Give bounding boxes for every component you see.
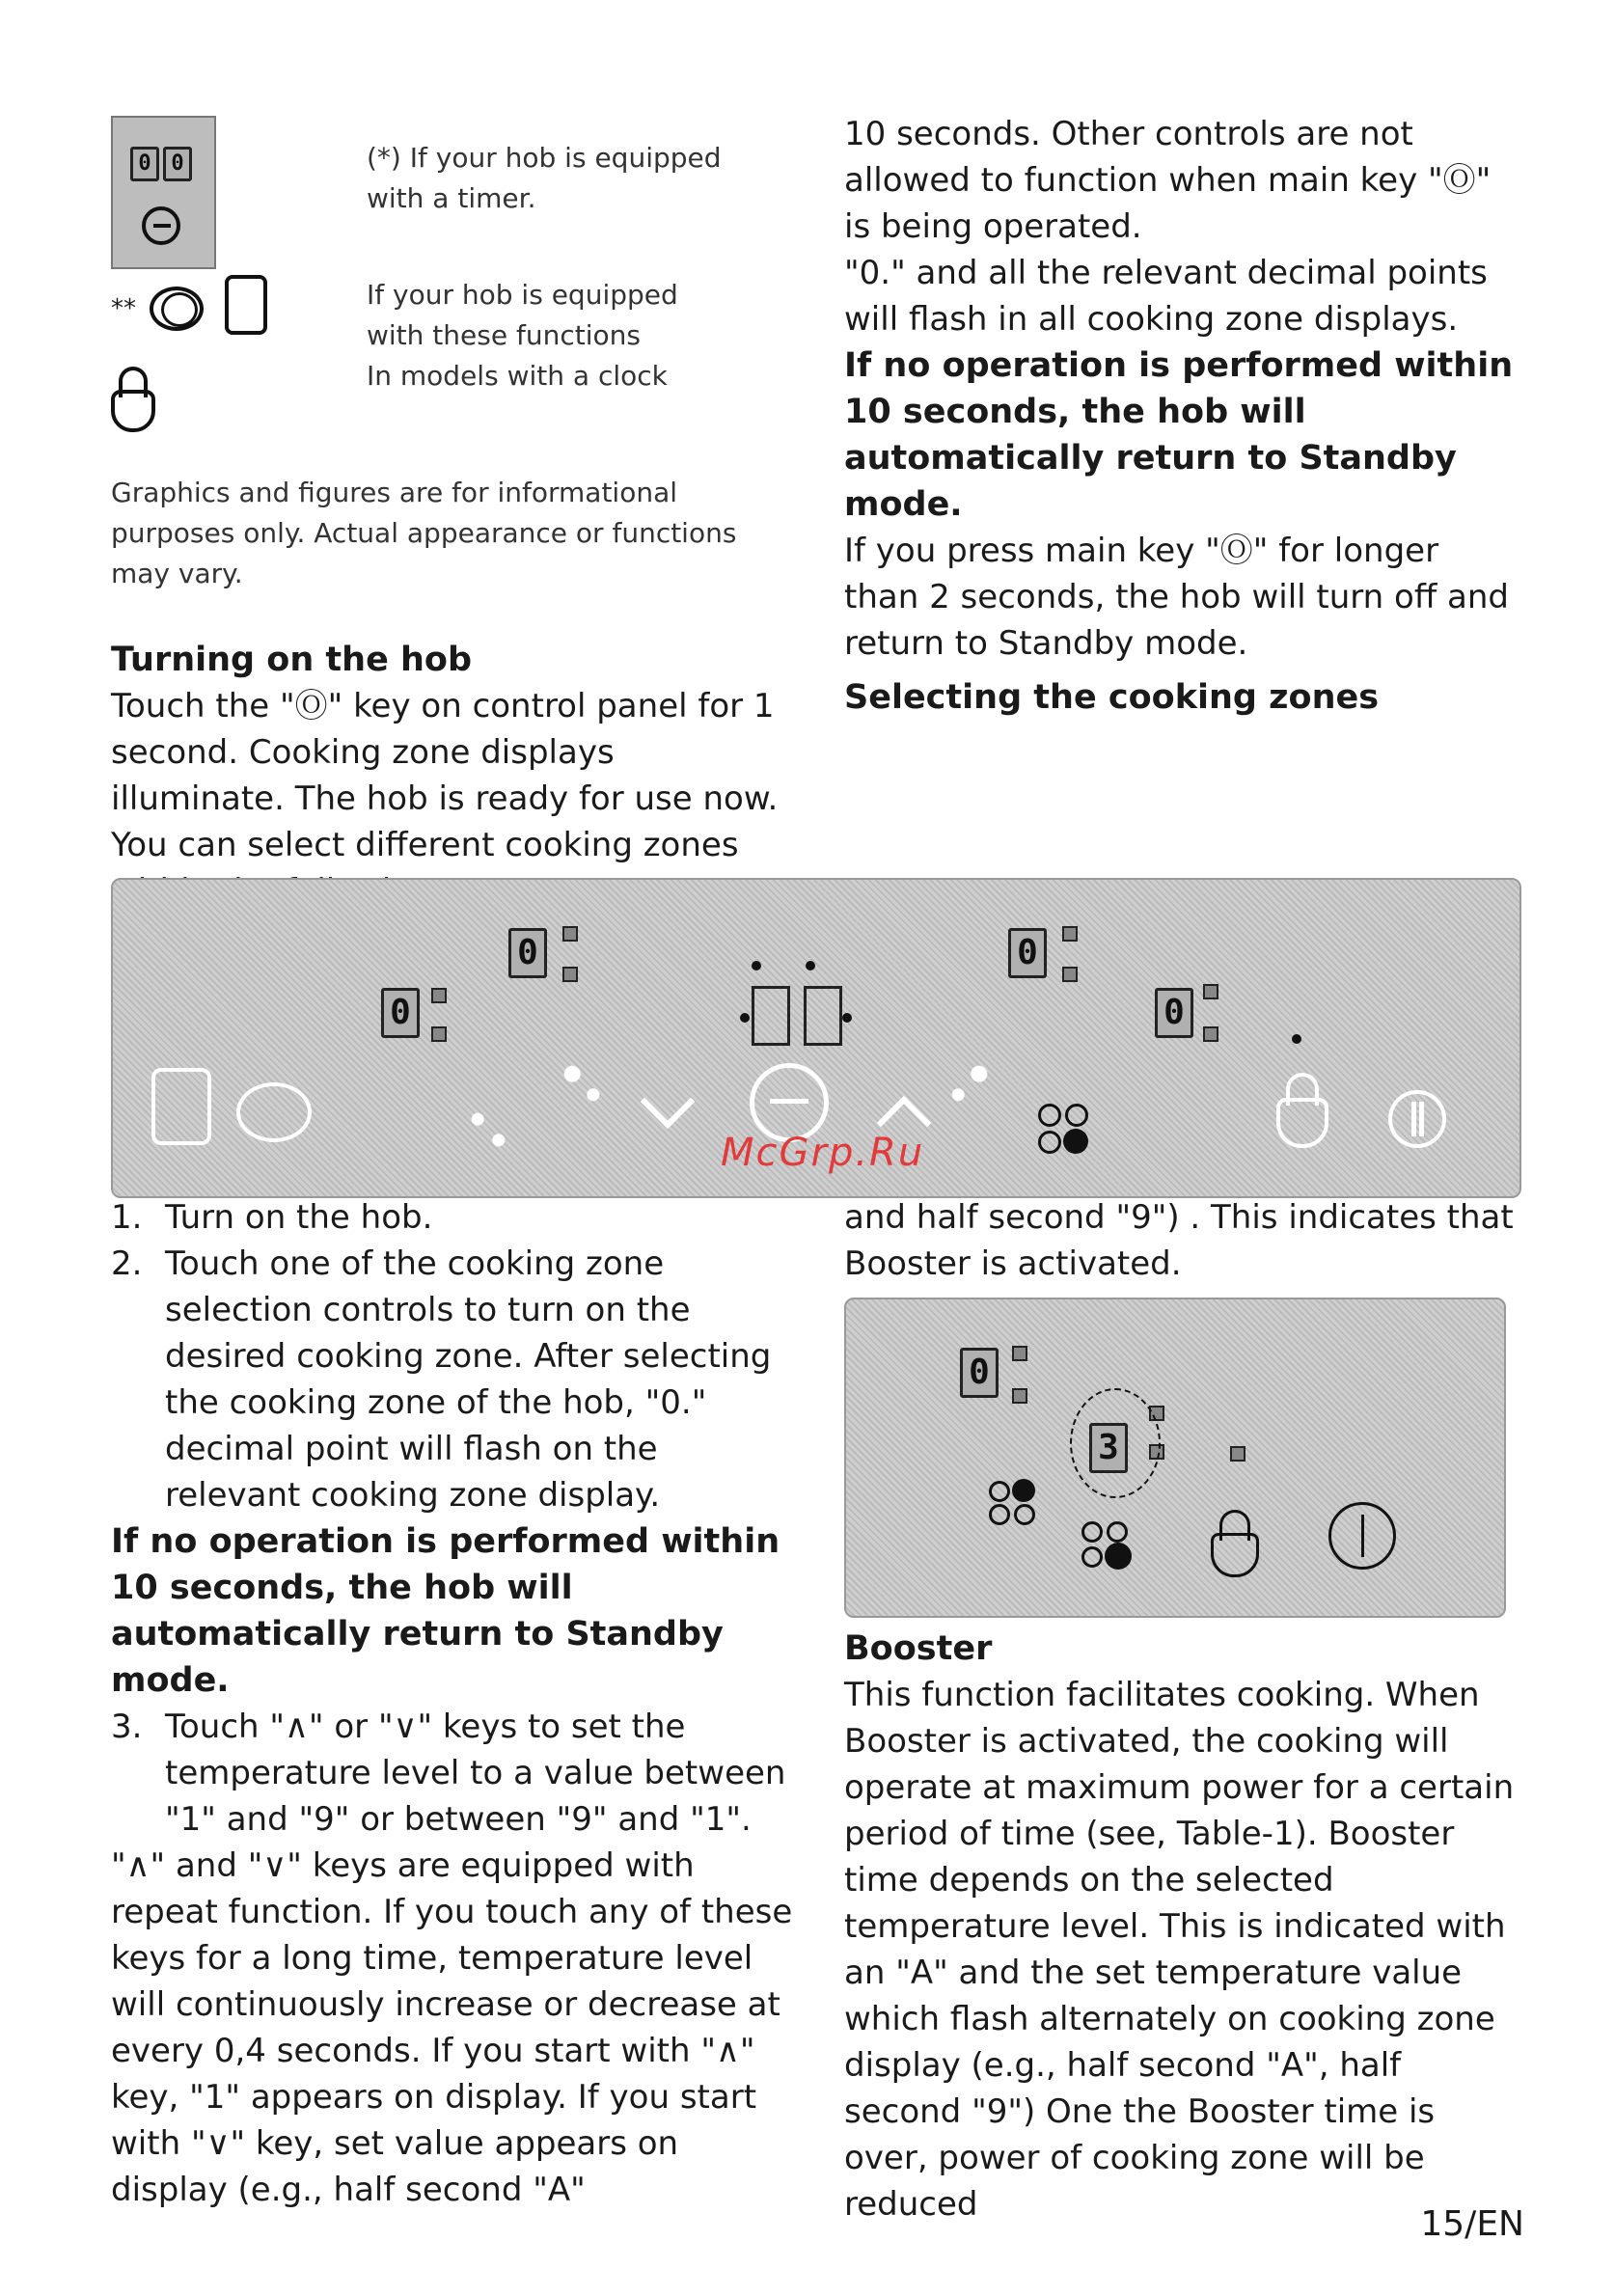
page-number: 15/EN: [1420, 2204, 1524, 2244]
zone-select-button-a: [989, 1481, 1037, 1529]
turning-on-heading: Turning on the hob: [111, 641, 473, 679]
flash-rays: [1070, 1388, 1161, 1498]
zone-select-button-1[interactable]: [462, 1104, 514, 1156]
step-2: 2. Touch one of the cooking zone selection controls to turn on the desired cooking zone. After selecting the cooking zone of the hob, "0." decimal point will flash on the relevant cooking zone display.: [111, 1244, 772, 1515]
booster-panel-illustration: [844, 1298, 1506, 1618]
zone-select-button-4[interactable]: [1036, 1104, 1092, 1160]
right-bottom-column: [844, 1194, 1524, 1287]
booster-display-2: 3: [1089, 1423, 1128, 1473]
timer-note: (*) If your hob is equipped with a timer.: [367, 142, 722, 214]
steps-column: [111, 1194, 801, 2213]
step-1: 1. Turn on the hob.: [111, 1198, 433, 1237]
zone-select-button-b: [1081, 1521, 1134, 1573]
graphics-note: Graphics and figures are for informational purposes only. Actual appearance or functions may vary.: [111, 477, 737, 589]
right-warning: If no operation is performed within 10 seconds, the hob will automatically return to Standby mode.: [844, 346, 1514, 524]
zone-select-button-2[interactable]: [557, 1058, 609, 1110]
steps-warning: If no operation is performed within 10 seconds, the hob will automatically return to Standby mode.: [111, 1522, 780, 1700]
booster-lock-icon: [1211, 1510, 1261, 1579]
down-key[interactable]: [641, 1075, 696, 1130]
clock-icon: [142, 206, 180, 245]
dual-zone-inner-icon: [161, 292, 198, 327]
right-p2: "0." and all the relevant decimal points will flash in all cooking zone displays.: [844, 254, 1488, 339]
zone-select-button-3[interactable]: [943, 1058, 995, 1110]
functions-icons: [111, 275, 280, 342]
lock-key[interactable]: [1276, 1073, 1332, 1150]
turning-on-body: Touch the "Ⓞ" key on control panel for 1 second. Cooking zone displays illuminate. The hob is ready for use now. You can select different cooking zones: [111, 687, 779, 864]
turning-on-section: [111, 637, 796, 915]
booster-body: This function facilitates cooking. When Booster is activated, the cooking will operate at maximum power for a certain period of time (see, Table-1). Booster time depends on the selected temperature level. This is indicated with an "A" and the set temperature value which flash alternately on cooking zone display (e.g., half second "A", half second "9") One the Booster time is over, power of cooking zone will be reduced: [844, 1676, 1515, 2224]
booster-section: [844, 1626, 1524, 2228]
booster-display-1: 0: [960, 1348, 999, 1398]
lock-icon: [111, 367, 159, 434]
booster-power-icon: [1328, 1502, 1396, 1570]
right-p1: 10 seconds. Other controls are not allowed to function when main key "Ⓞ" is being operated.: [844, 115, 1492, 246]
zone-bridge-button[interactable]: [151, 1068, 211, 1145]
control-panel-illustration: [111, 878, 1521, 1198]
booster-heading: Booster: [844, 1629, 993, 1668]
functions-note-2: with these functions: [367, 319, 641, 351]
markers: **: [111, 294, 136, 323]
watermark: McGrp.Ru: [721, 1131, 925, 1175]
zone-display-3: 0: [1008, 928, 1047, 978]
step-3: 3. Touch "∧" or "∨" keys to set the temperature level to a value between "1" and "9" or between "9" and "1".: [111, 1708, 786, 1839]
zone-display-1: 0: [381, 988, 420, 1038]
booster-continued: and half second "9") . This indicates that Booster is activated.: [844, 1198, 1514, 1283]
repeat-function-text: "∧" and "∨" keys are equipped with repeat function. If you touch any of these keys for a long time, temperature level will continuously increase or decrease at every 0,4 seconds. If you start with "∧" key, "1" appears on display. If you start with "∨" key, set value appears on display (e.g., half second "A": [111, 1846, 793, 2209]
power-key[interactable]: [1388, 1090, 1446, 1148]
dual-zone-button[interactable]: [236, 1082, 312, 1142]
functions-note-1: If your hob is equipped: [367, 279, 678, 311]
right-top-column: [844, 111, 1519, 721]
right-p3: If you press main key "Ⓞ" for longer than 2 seconds, the hob will turn off and return to Standby mode.: [844, 532, 1510, 663]
timer-digit-right: 0: [163, 147, 192, 181]
functions-notes: [367, 275, 772, 396]
clock-note: In models with a clock: [367, 360, 668, 392]
zone-bridge-icon: [225, 275, 267, 335]
zone-display-4: 0: [1155, 988, 1193, 1038]
timer-display: [740, 986, 856, 1044]
timer-digit-left: 0: [130, 147, 159, 181]
selecting-zones-heading: Selecting the cooking zones: [844, 678, 1380, 717]
zone-display-2: 0: [508, 928, 547, 978]
timer-panel-graphic: [111, 116, 216, 269]
